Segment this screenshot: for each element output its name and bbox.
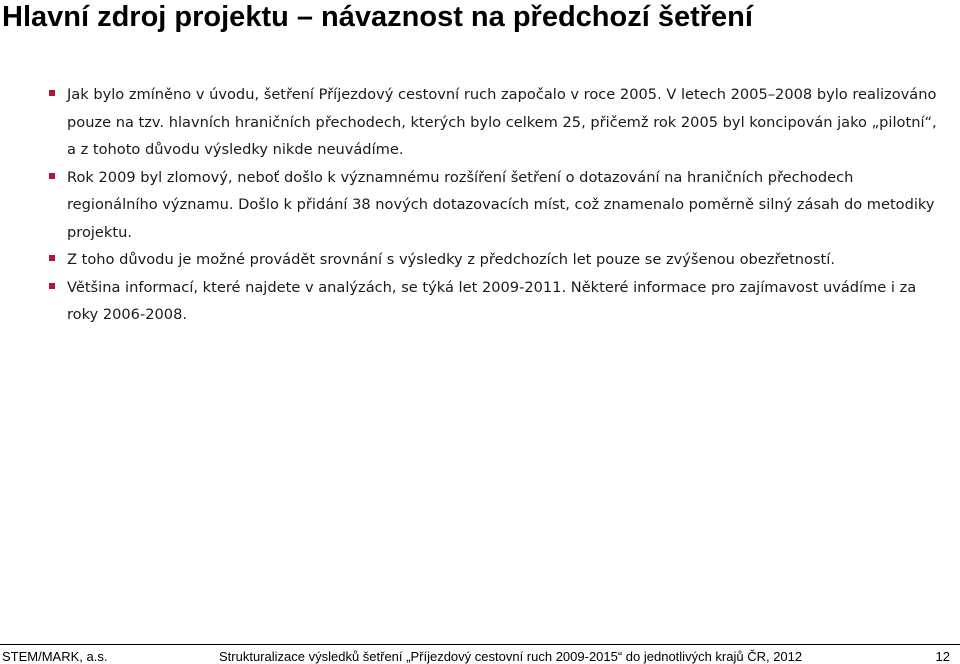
square-bullet-icon xyxy=(49,283,55,289)
bullet-text: Většina informací, které najdete v analýzách, se týká let 2009-2011. Některé informace pro zajímavost uvádíme i za roky 2006-2008. xyxy=(67,278,917,323)
slide-title: Hlavní zdroj projektu – návaznost na předchozí šetření xyxy=(2,1,753,33)
bullet-text: Rok 2009 byl zlomový, neboť došlo k významnému rozšíření šetření o dotazování na hraničních přechodech regionálního významu. Došlo k přidání 38 nových dotazovacích míst, což znamenalo poměrně silný zásah do metodiky projektu. xyxy=(67,168,935,241)
footer-organization: STEM/MARK, a.s. xyxy=(2,649,108,664)
page-number: 12 xyxy=(935,649,950,664)
bullet-text: Jak bylo zmíněno v úvodu, šetření Příjezdový cestovní ruch započalo v roce 2005. V letech 2005–2008 bylo realizováno pouze na tzv. hlavních hraničních přechodech, kterých bylo celkem 25, přičemž rok 2005 byl koncipován jako „pilotní“, a z tohoto důvodu výsledky nikde neuvádíme. xyxy=(67,86,937,158)
footer-document-title: Strukturalizace výsledků šetření „Příjezdový cestovní ruch 2009-2015“ do jednotlivých krajů ČR, 2012 xyxy=(219,649,803,664)
square-bullet-icon xyxy=(49,90,55,96)
bullet-item xyxy=(48,164,948,247)
bullet-item xyxy=(48,246,948,274)
bullet-list xyxy=(48,81,948,329)
square-bullet-icon xyxy=(49,173,55,179)
slide-footer xyxy=(0,644,960,664)
bullet-text: Z toho důvodu je možné provádět srovnání s výsledky z předchozích let pouze se zvýšenou obezřetností. xyxy=(67,251,835,268)
bullet-item xyxy=(48,81,948,164)
square-bullet-icon xyxy=(49,255,55,261)
bullet-item xyxy=(48,274,948,329)
